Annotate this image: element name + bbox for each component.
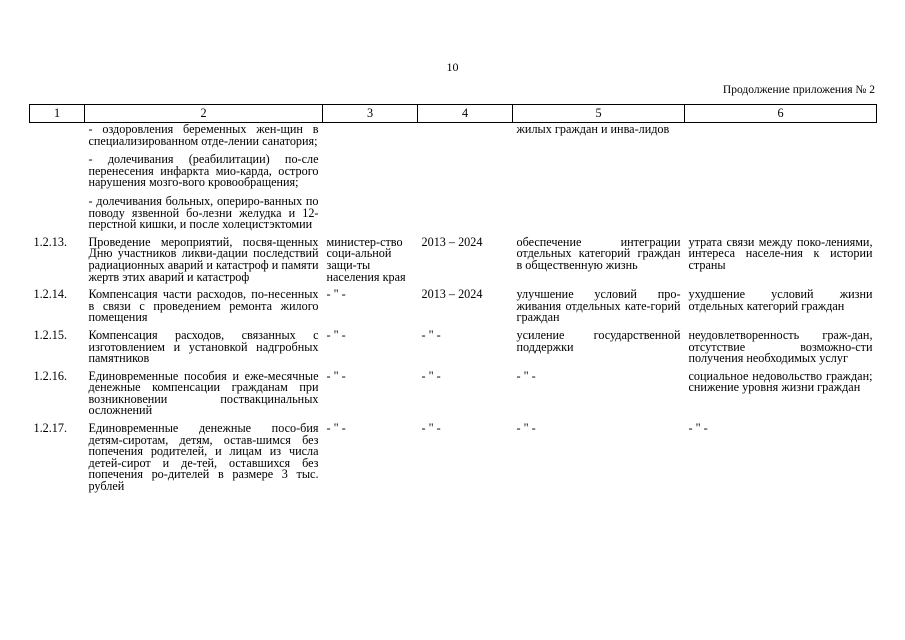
activity-paragraph: - долечивания (реабилитации) по-сле перенесения инфаркта мио-карда, острого нарушения мозго-вого кровообращения; <box>88 152 319 190</box>
result-cell: улучшение условий про-живания отдельных кате-горий граждан <box>516 287 681 325</box>
consequence-cell <box>685 123 877 231</box>
table-row <box>30 123 877 231</box>
activity-cell: Компенсация расходов, связанных с изготовлением и установкой надгробных памятников <box>88 327 319 366</box>
activity-cell: Проведение мероприятий, посвя-щенных Дню участников ликви-дации последствий радиационных аварий и катастроф и памяти жертв этих аварий и катастроф <box>88 234 319 284</box>
activity-cell: Компенсация части расходов, по-несенных в связи с проведением ремонта жилого помещения <box>88 287 319 325</box>
activity-cell: Единовременные пособия и еже-месячные денежные компенсации гражданам при возникновении поствакцинальных осложнений <box>88 368 319 418</box>
row-number: 1.2.17. <box>33 421 68 436</box>
column-header: 1 <box>30 105 85 123</box>
period-cell: - " - <box>421 368 441 383</box>
column-header: 5 <box>513 105 685 123</box>
executor-cell <box>323 123 418 231</box>
row-number: 1.2.14. <box>33 287 68 302</box>
table-row <box>30 231 877 283</box>
result-cell: - " - <box>516 421 536 436</box>
executor-cell: - " - <box>326 368 346 383</box>
row-number: 1.2.16. <box>33 368 68 383</box>
executor-cell: - " - <box>326 421 346 436</box>
column-header: 2 <box>85 105 323 123</box>
row-number <box>30 123 85 231</box>
executor-cell: - " - <box>326 327 346 342</box>
consequence-cell: - " - <box>688 421 708 436</box>
table-row <box>30 417 877 493</box>
consequence-cell: утрата связи между поко-лениями, интереса населе-ния к истории страны <box>688 234 873 272</box>
result-cell: усиление государственной поддержки <box>516 327 681 354</box>
executor-cell: - " - <box>326 287 346 302</box>
consequence-cell: неудовлетворенность граж-дан, отсутствие возможно-сти получения необходимых услуг <box>688 327 873 366</box>
table-row <box>30 324 877 365</box>
activity-cell: Единовременные денежные посо-бия детям-сиротам, детям, остав-шимся без попечения родителей, и лицам из числа детей-сирот и де-тей, оставшихся без попечения ро-дителей в размере 3 тыс. рублей <box>88 421 319 494</box>
table-row <box>30 283 877 324</box>
continuation-note: Продолжение приложения № 2 <box>722 84 875 96</box>
consequence-cell: социальное недовольство граждан; снижение уровня жизни граждан <box>688 368 873 395</box>
page-number: 10 <box>446 60 459 74</box>
result-cell: обеспечение интеграции отдельных категорий граждан в общественную жизнь <box>516 234 681 272</box>
consequence-cell: ухудшение условий жизни отдельных категорий граждан <box>688 287 873 313</box>
table-row <box>30 365 877 417</box>
period-cell: - " - <box>421 421 441 436</box>
row-number: 1.2.15. <box>33 327 68 342</box>
result-cell: жилых граждан и инва-лидов <box>516 122 670 136</box>
row-number: 1.2.13. <box>33 234 68 249</box>
result-cell: - " - <box>516 368 536 383</box>
executor-cell: министер-ство соци-альной защи-ты населения края <box>326 234 406 284</box>
column-header: 6 <box>685 105 877 123</box>
period-cell: 2013 – 2024 <box>421 234 483 249</box>
table-header-row <box>30 105 877 123</box>
period-cell: 2013 – 2024 <box>421 287 483 302</box>
column-header: 4 <box>418 105 513 123</box>
activity-cell <box>85 123 323 231</box>
activity-paragraph: - долечивания больных, опериро-ванных по поводу язвенной бо-лезни желудка и 12-перстной кишки, и после холецистэктомии <box>88 193 319 232</box>
activity-paragraph: - оздоровления беременных жен-щин в специализированном отде-лении санатория; <box>88 122 319 148</box>
program-table <box>29 104 877 493</box>
period-cell: - " - <box>421 327 441 342</box>
period-cell <box>418 123 513 231</box>
column-header: 3 <box>323 105 418 123</box>
